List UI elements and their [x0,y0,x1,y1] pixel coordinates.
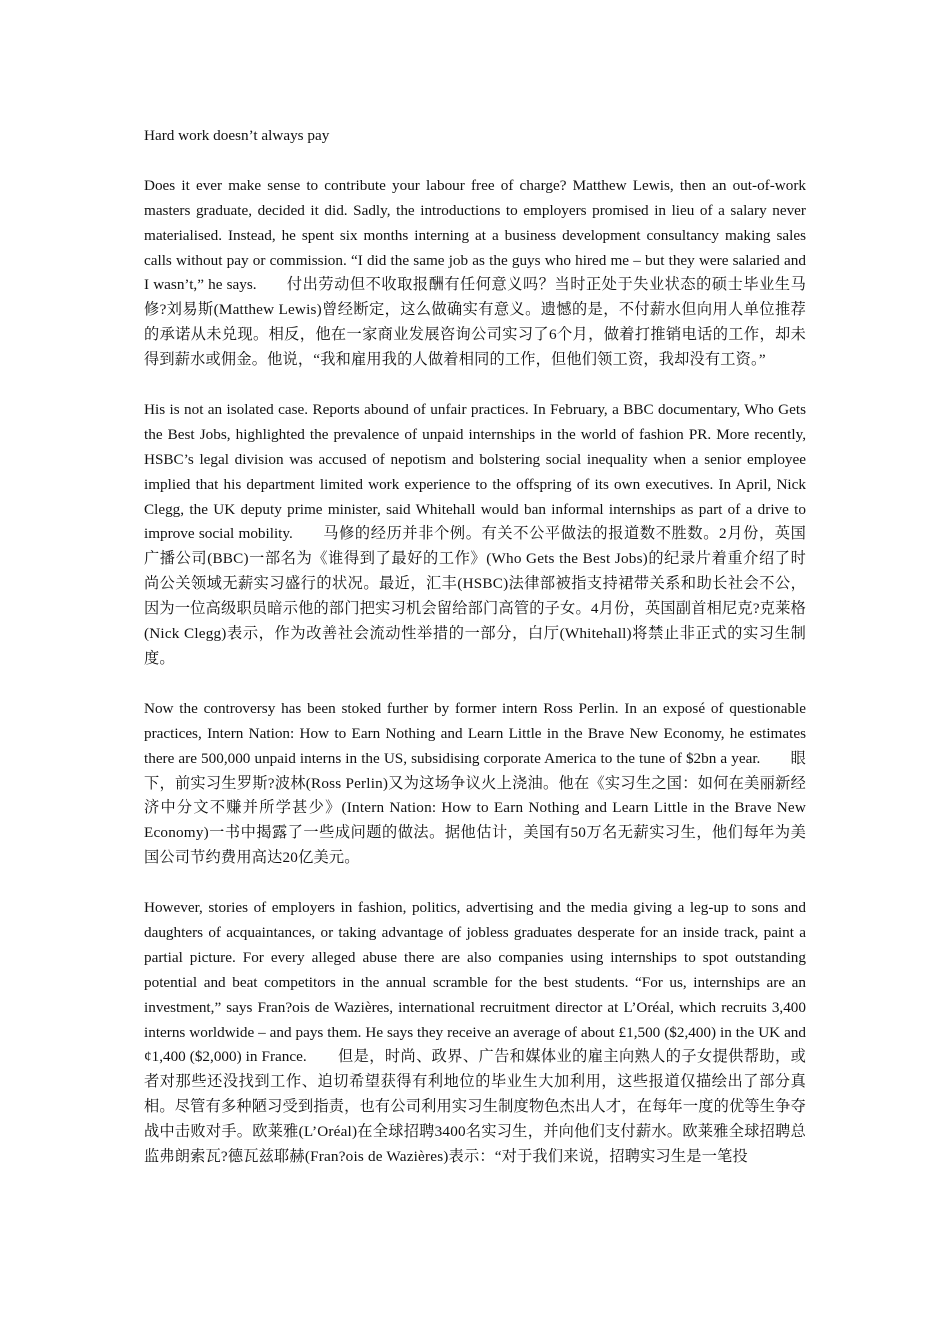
paragraph-1-chinese: 付出劳动但不收取报酬有任何意义吗？当时正处于失业状态的硕士毕业生马修?刘易斯(Matthew Lewis)曾经断定，这么做确实有意义。遗憾的是，不付薪水但向用人单位推荐的承诺从未兑现。相反，他在一家商业发展咨询公司实习了6个月，做着打推销电话的工作，却未得到薪水或佣金。他说，“我和雇用我的人做着相同的工作，但他们领工资，我却没有工资。” [144,276,806,369]
document-title: Hard work doesn’t always pay [144,127,330,144]
paragraph-1 [144,174,806,373]
paragraph-3-english: Now the controversy has been stoked further by former intern Ross Perlin. In an exposé of questionable practices, Intern Nation: How to Earn Nothing and Learn Little in the Brave New Economy, he estimates there are 500,000 unpaid interns in the US, subsidising corporate America to the tune of $2bn a year. [144,699,806,767]
paragraph-1-english: Does it ever make sense to contribute your labour free of charge? Matthew Lewis, then an out-of-work masters graduate, decided it did. Sadly, the introductions to employers promised in lieu of a salary never materialised. Instead, he spent six months interning at a business development consultancy making sales calls without pay or commission. “I did the same job as the guys who hired me – but they were salaried and I wasn’t,” he says. [144,176,806,294]
paragraph-2-english: His is not an isolated case. Reports abound of unfair practices. In February, a BBC documentary, Who Gets the Best Jobs, highlighted the prevalence of unpaid internships in the world of fashion PR. More recently, HSBC’s legal division was accused of nepotism and bolstering social inequality when a senior employee implied that his department limited work experience to the offspring of its own executives. In April, Nick Clegg, the UK deputy prime minister, said Whitehall would ban informal internships as part of a drive to improve social mobility. [144,400,806,543]
paragraph-4-english: However, stories of employers in fashion, politics, advertising and the media giving a leg-up to sons and daughters of acquaintances, or taking advantage of jobless graduates desperate for an inside track, paint a partial picture. For every alleged abuse there are also companies using internships to spot outstanding potential and beat competitors in the annual scramble for the best students. “For us, internships are an investment,” says Fran?ois de Wazières, international recruitment director at L’Oréal, which recruits 3,400 interns worldwide – and pays them. He says they receive an average of about £1,500 ($2,400) in the UK and ¢1,400 ($2,000) in France. [144,899,806,1066]
paragraph-2-chinese: 马修的经历并非个例。有关不公平做法的报道数不胜数。2月份，英国广播公司(BBC)一部名为《谁得到了最好的工作》(Who Gets the Best Jobs)的纪录片着重介绍了时尚公关领域无薪实习盛行的状况。最近，汇丰(HSBC)法律部被指支持裙带关系和助长社会不公，因为一位高级职员暗示他的部门把实习机会留给部门高管的子女。4月份，英国副首相尼克?克莱格(Nick Clegg)表示，作为改善社会流动性举措的一部分，白厅(Whitehall)将禁止非正式的实习生制度。 [144,525,806,667]
paragraph-3 [144,697,806,871]
paragraph-2 [144,398,806,672]
paragraph-3-chinese: 眼下，前实习生罗斯?波林(Ross Perlin)又为这场争议火上浇油。他在《实习生之国：如何在美丽新经济中分文不赚并所学甚少》(Intern Nation: How to Earn Nothing and Learn Little in the Brave New Economy)一书中揭露了一些成问题的做法。据他估计，美国有50万名无薪实习生，他们每年为美国公司节约费用高达20亿美元。 [144,749,807,867]
paragraph-4 [144,896,806,1170]
document-page [144,124,806,1170]
paragraph-4-chinese: 但是，时尚、政界、广告和媒体业的雇主向熟人的子女提供帮助，或者对那些还没找到工作、迫切希望获得有利地位的毕业生大加利用，这些报道仅描绘出了部分真相。尽管有多种陋习受到指责，也有公司利用实习生制度物色杰出人才，在每年一度的优等生争夺战中击败对手。欧莱雅(L’Oréal)在全球招聘3400名实习生，并向他们支付薪水。欧莱雅全球招聘总监弗朗索瓦?德瓦兹耶赫(Fran?ois de Wazières)表示：“对于我们来说，招聘实习生是一笔投 [144,1048,806,1166]
